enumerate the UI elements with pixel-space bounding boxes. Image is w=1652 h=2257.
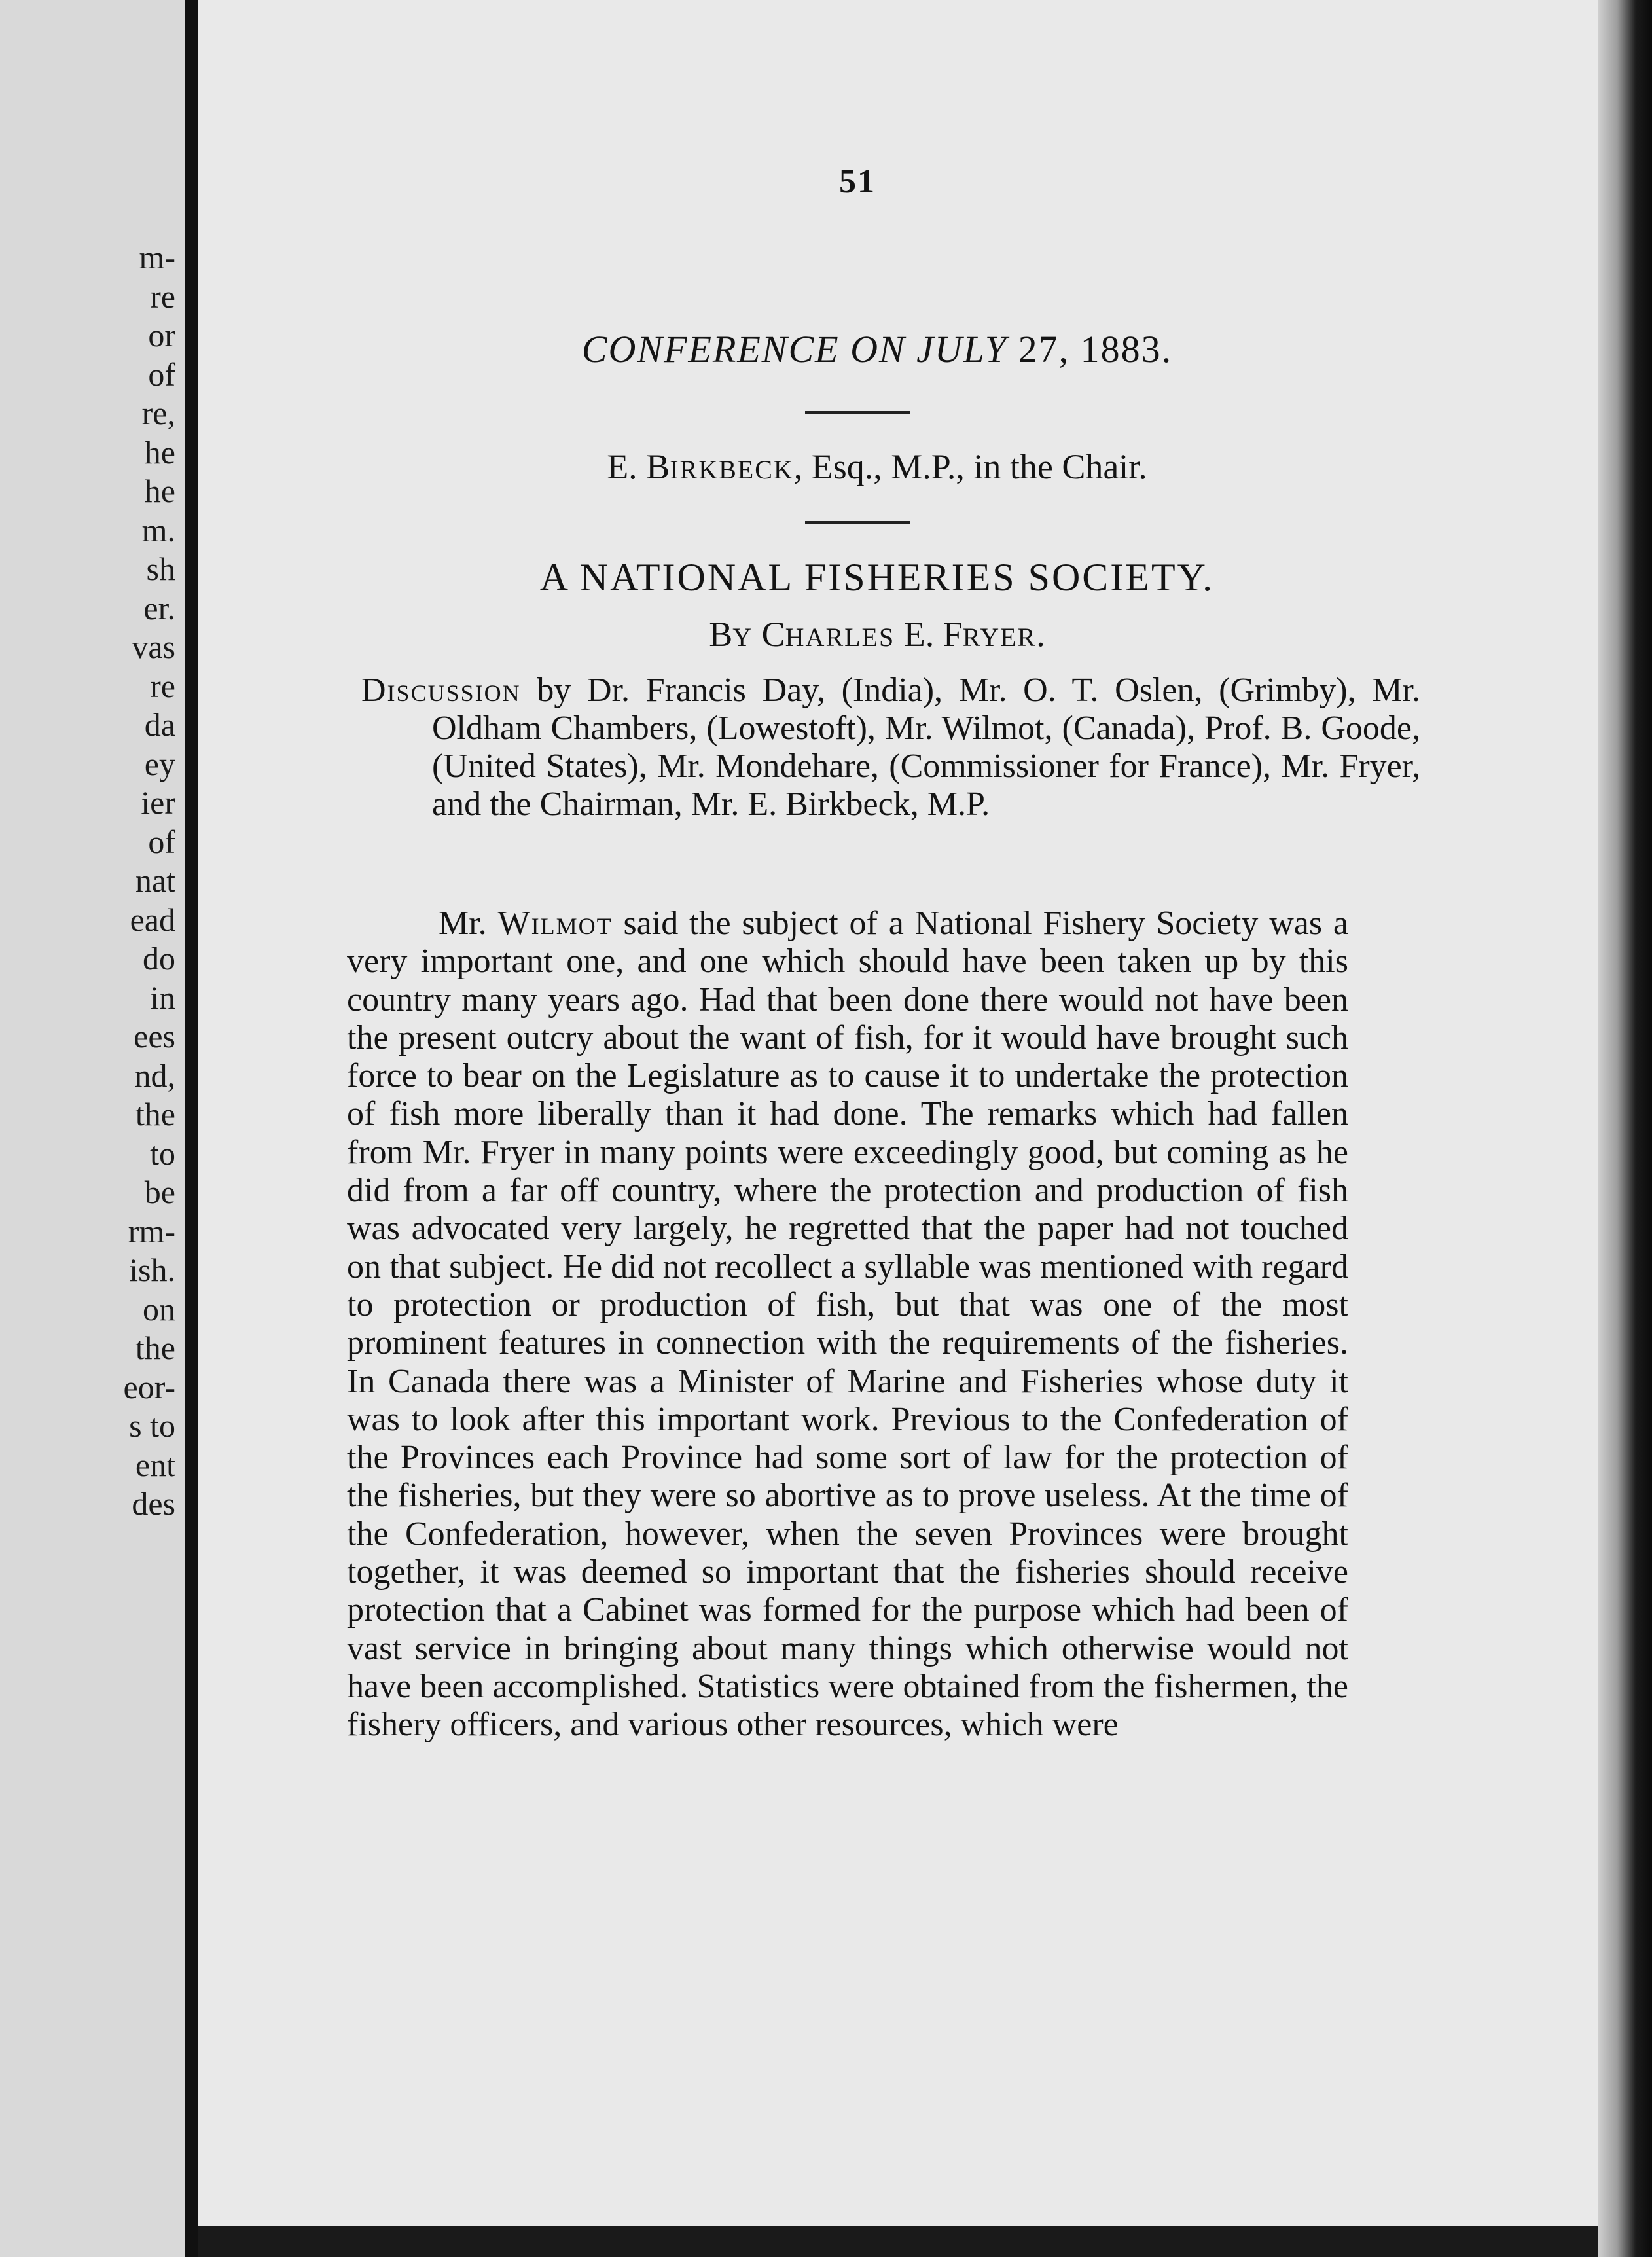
book-gutter	[185, 0, 198, 2257]
left-page-fragment: re,	[141, 395, 175, 431]
left-page-fragment: des	[132, 1485, 175, 1522]
left-page-fragment: ey	[144, 745, 175, 782]
left-page-fragment: m.	[141, 511, 175, 549]
left-page-fragment: re	[150, 278, 175, 315]
left-page-fragment: ent	[135, 1446, 175, 1483]
speaker-prefix: Mr.	[439, 905, 498, 942]
left-page-fragment: of	[148, 823, 175, 860]
left-facing-page	[0, 0, 185, 2257]
body-text: said the subject of a National Fishery Society was a very important one, and one which should have been taken up by this country many years ago. Had that been done there would not have been the present outcry about the want of fish, for it would have brought such force to bear on the Legislature as to cause it to undertake the protection of fish more liberally than it had done. The remarks which had fallen from Mr. Fryer in many points were exceedingly good, but coming as he did from a far off country, where the protection and production of fish was advocated very largely, he regretted that the paper had not touched on that subject. He did not recollect a syllable was mentioned with regard to protection or production of fish, but that was one of the most prominent features in connection with the requirements of the fisheries. In Canada there was a Minister of Marine and Fisheries whose duty it was to look after this important work. Previous to the Confederation of the Provinces each Province had some sort of law for the protection of the fisheries, but they were so abortive as to prove useless. At the time of the Confederation, however, when the seven Provinces were brought together, it was deemed so important that the fisheries should receive protection that a Cabinet was formed for the purpose which had been of vast service in bringing about many things which otherwise would not have been accomplished. Statistics were obtained from the fishermen, the fishery officers, and various other resources, which were	[347, 905, 1348, 1744]
left-page-fragment: ier	[141, 784, 175, 821]
discussion-label: Discussion	[361, 672, 521, 709]
conference-date: 27, 1883.	[1007, 328, 1173, 370]
left-page-fragment: the	[135, 1096, 175, 1132]
left-page-fragment: s to	[129, 1407, 175, 1444]
left-page-fragment: rm-	[128, 1212, 175, 1250]
left-page-fragment: er.	[143, 589, 175, 626]
left-page-fragment: sh	[146, 551, 175, 587]
left-page-fragment: or	[148, 317, 175, 353]
left-page-fragment: vas	[132, 628, 175, 665]
conference-heading	[458, 327, 1296, 371]
discussion-text: by Dr. Francis Day, (India), Mr. O. T. Oslen, (Grimby), Mr. Oldham Chambers, (Lowestoft), Mr. Wilmot, (Canada), Prof. B. Goode, (United States), Mr. Mondehare, (Commissioner for France), Mr. Fryer, and the Chairman, Mr. E. Birkbeck, M.P.	[432, 672, 1420, 823]
byline-last-initial: F	[943, 615, 963, 654]
left-page-fragment: he	[144, 433, 175, 471]
left-page-fragment: of	[148, 355, 175, 393]
body-paragraph	[347, 905, 1348, 1744]
byline-last-name: RYER	[962, 623, 1037, 652]
byline-by-rest: Y	[732, 623, 753, 652]
page-number: 51	[839, 163, 876, 200]
scan-bottom-border	[198, 2226, 1598, 2257]
chair-line	[432, 446, 1322, 487]
left-page-fragment: on	[143, 1290, 175, 1327]
left-page-fragment: re	[150, 667, 175, 704]
byline-middle: E.	[895, 615, 943, 654]
byline-by-initial: B	[709, 615, 733, 654]
left-page-fragment: ead	[130, 901, 175, 938]
left-page-fragment: be	[144, 1174, 175, 1210]
author-byline	[537, 614, 1217, 655]
left-page-fragment: he	[144, 473, 175, 509]
heading-rule	[805, 411, 910, 414]
left-page-fragment: nat	[135, 862, 175, 899]
chair-surname: IRKBECK	[670, 455, 794, 484]
left-page-fragment: to	[150, 1134, 175, 1172]
left-page-fragment: nd,	[134, 1056, 175, 1094]
left-page-fragment: do	[143, 940, 175, 977]
chair-initial: E. B	[607, 447, 670, 486]
left-page-fragment: in	[150, 979, 175, 1016]
page-edge	[1598, 0, 1652, 2257]
paper-title: A NATIONAL FISHERIES SOCIETY.	[539, 556, 1215, 599]
chair-suffix: , Esq., M.P., in the Chair.	[793, 447, 1147, 486]
left-page-fragment: eor-	[123, 1368, 175, 1405]
discussion-paragraph	[361, 672, 1420, 823]
left-page-fragment: da	[144, 706, 175, 743]
chair-rule	[805, 521, 910, 524]
byline-first-initial: C	[761, 615, 785, 654]
left-page-fragment: ish.	[129, 1252, 175, 1288]
left-page-fragment: m-	[139, 239, 175, 276]
byline-end: .	[1036, 615, 1045, 654]
byline-first-name: HARLES	[785, 623, 895, 652]
conference-title-prefix: CONFERENCE ON JULY	[581, 328, 1008, 370]
left-page-fragment: the	[135, 1329, 175, 1366]
speaker-name: Wilmot	[497, 905, 613, 942]
left-page-fragment: ees	[134, 1018, 175, 1055]
